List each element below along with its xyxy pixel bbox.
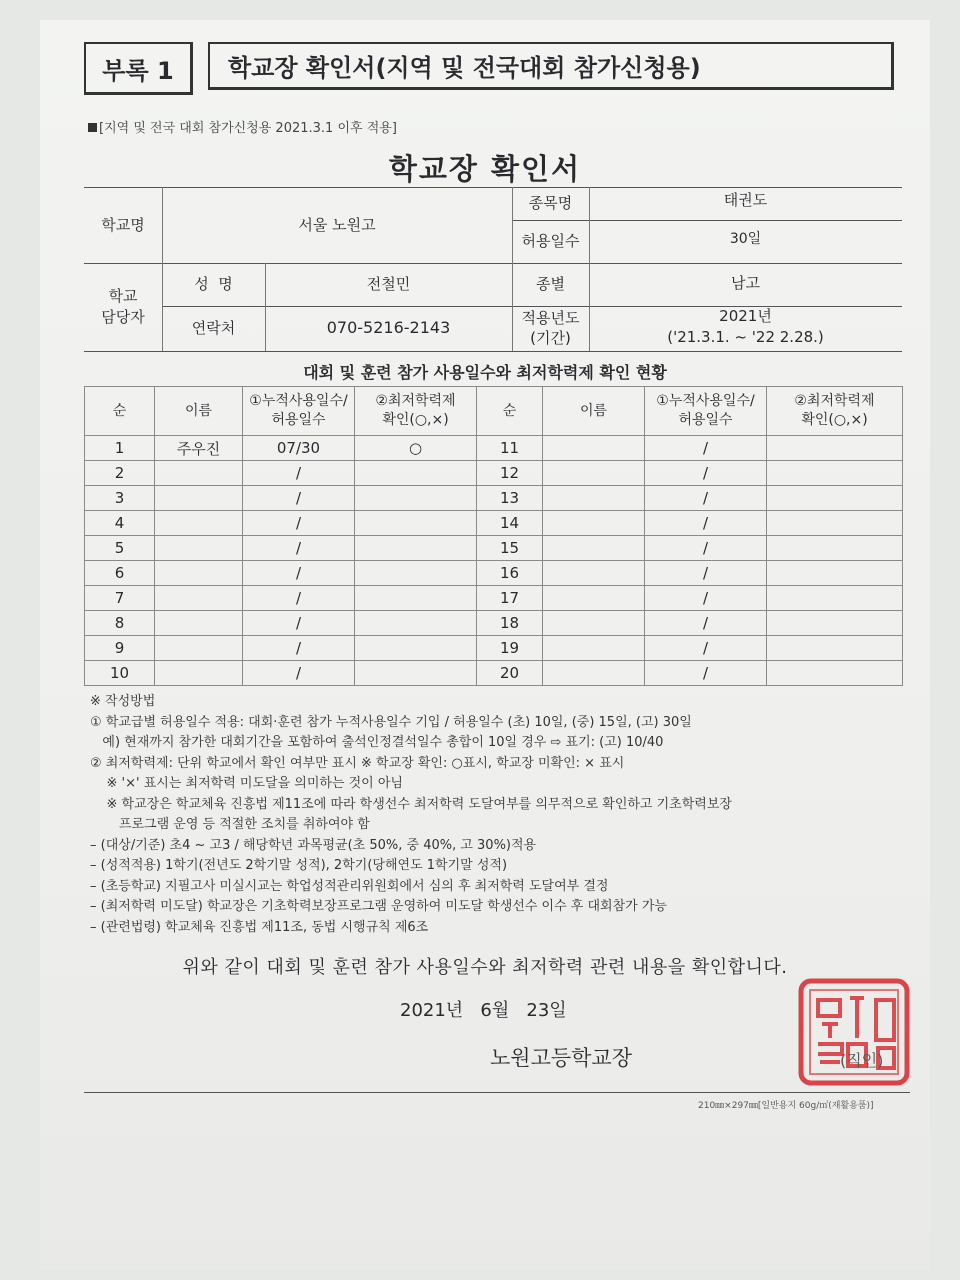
writing-notes	[90, 692, 920, 938]
table-cell	[767, 461, 903, 486]
table-cell	[543, 611, 645, 636]
table-cell: /	[645, 586, 767, 611]
table-cell	[543, 536, 645, 561]
table-cell: /	[243, 661, 355, 686]
table-cell: /	[243, 486, 355, 511]
table-cell	[767, 661, 903, 686]
table-body	[85, 436, 903, 686]
sport-value: 태권도	[723, 191, 768, 209]
table-cell: 11	[477, 436, 543, 461]
table-row	[85, 511, 903, 536]
table-cell	[155, 611, 243, 636]
table-cell: 10	[85, 661, 155, 686]
table-row	[85, 461, 903, 486]
table-cell	[155, 536, 243, 561]
sport-label: 종목명	[528, 194, 573, 212]
table-header: 이름	[543, 387, 645, 436]
table-row	[85, 436, 903, 461]
table-cell	[543, 636, 645, 661]
note-line: 프로그램 운영 등 적절한 조치를 취하여야 함	[90, 817, 370, 832]
table-cell	[155, 511, 243, 536]
table-cell: /	[645, 611, 767, 636]
note-line: 예) 현재까지 참가한 대회기간을 포함하여 출석인정결석일수 총합이 10일 경우 ⇨ 표기: (고) 10/40	[90, 735, 664, 750]
table-cell	[767, 511, 903, 536]
table-cell: /	[645, 511, 767, 536]
table-cell: 5	[85, 536, 155, 561]
table-cell: 20	[477, 661, 543, 686]
note-line: ① 학교급별 허용일수 적용: 대회·훈련 참가 누적사용일수 기입 / 허용일수 (초) 10일, (중) 15일, (고) 30일	[90, 714, 692, 730]
table-cell: /	[645, 561, 767, 586]
table-cell	[543, 436, 645, 461]
table-cell	[355, 461, 477, 486]
table-cell: 07/30	[243, 436, 355, 461]
table-cell	[155, 636, 243, 661]
document-page	[40, 20, 930, 1270]
table-cell: /	[243, 586, 355, 611]
table-cell: 8	[85, 611, 155, 636]
table-cell: 1	[85, 436, 155, 461]
table-cell	[355, 486, 477, 511]
table-cell	[767, 536, 903, 561]
table-cell: 12	[477, 461, 543, 486]
table-cell: /	[243, 561, 355, 586]
table-header: 순	[85, 387, 155, 436]
notice-text: [지역 및 전국 대회 참가신청용 2021.3.1 이후 적용]	[99, 121, 397, 136]
table-header: 순	[477, 387, 543, 436]
table-cell	[543, 486, 645, 511]
table-cell	[767, 586, 903, 611]
table-cell: ○	[355, 436, 477, 461]
table-cell: 19	[477, 636, 543, 661]
table-header-row	[85, 387, 903, 436]
paper-size-footer: 210㎜×297㎜[일반용지 60g/㎡(재활용품)]	[698, 1101, 874, 1111]
table-cell: 17	[477, 586, 543, 611]
signing-date: 2021년 6월 23일	[400, 1000, 567, 1021]
table-cell	[155, 561, 243, 586]
table-cell: 15	[477, 536, 543, 561]
table-cell	[355, 611, 477, 636]
table-row	[85, 636, 903, 661]
header-title: 학교장 확인서(지역 및 전국대회 참가신청용)	[208, 42, 894, 90]
category-label: 종별	[536, 275, 565, 293]
note-line: – (초등학교) 지필고사 미실시교는 학업성적관리위원회에서 심의 후 최저학력 도달여부 결정	[90, 878, 609, 894]
table-cell	[543, 661, 645, 686]
note-line: – (대상/기준) 초4 ~ 고3 / 해당학년 과목평균(초 50%, 중 40%, 고 30%)적용	[90, 837, 537, 853]
table-cell: 13	[477, 486, 543, 511]
table-row	[85, 586, 903, 611]
year-value: 2021년	[719, 306, 772, 325]
table-row	[85, 661, 903, 686]
table-cell	[355, 536, 477, 561]
allowed-days-label: 허용일수	[521, 232, 580, 250]
note-line: ※ 작성방법	[90, 694, 156, 709]
table-header: ①누적사용일수/ 허용일수	[645, 387, 767, 436]
period-value: ('21.3.1. ~ '22 2.28.)	[667, 327, 824, 346]
name-value: 전철민	[366, 275, 411, 293]
table-row	[85, 536, 903, 561]
confirmation-statement: 위와 같이 대회 및 훈련 참가 사용일수와 최저학력 관련 내용을 확인합니다.	[182, 957, 788, 978]
contact-label: 연락처	[191, 319, 236, 337]
category-value: 남고	[731, 273, 760, 292]
table-cell	[355, 636, 477, 661]
table-cell: /	[243, 461, 355, 486]
section-title: 대회 및 훈련 참가 사용일수와 최저학력제 확인 현황	[303, 363, 667, 382]
table-cell	[767, 436, 903, 461]
note-line: – (성적적용) 1학기(전년도 2학기말 성적), 2학기(당해연도 1학기말 성적)	[90, 858, 508, 873]
table-cell: 6	[85, 561, 155, 586]
signer-name: 노원고등학교장	[490, 1046, 633, 1070]
table-cell: /	[645, 636, 767, 661]
note-line: ※ 학교장은 학교체육 진흥법 제11조에 따라 학생선수 최저학력 도달여부를 의무적으로 확인하고 기초학력보장	[90, 796, 732, 812]
table-cell: /	[645, 536, 767, 561]
table-cell: /	[243, 636, 355, 661]
name-label: 성 명	[194, 275, 233, 293]
table-cell	[767, 611, 903, 636]
seal-mark-label: (직인)	[840, 1051, 884, 1070]
notice-line	[88, 117, 397, 136]
table-cell	[767, 636, 903, 661]
table-cell: /	[645, 661, 767, 686]
table-cell: 3	[85, 486, 155, 511]
document-title: 학교장 확인서	[388, 152, 582, 186]
table-row	[85, 611, 903, 636]
table-header: ①누적사용일수/ 허용일수	[243, 387, 355, 436]
manager-label: 학교 담당자	[101, 287, 145, 326]
table-cell	[155, 661, 243, 686]
table-header: ②최저학력제 확인(○,×)	[355, 387, 477, 436]
table-cell: 14	[477, 511, 543, 536]
table-cell	[767, 561, 903, 586]
table-cell	[543, 561, 645, 586]
table-cell	[155, 461, 243, 486]
table-cell	[355, 661, 477, 686]
table-row	[85, 486, 903, 511]
contact-value: 070-5216-2143	[326, 318, 451, 338]
table-cell	[155, 586, 243, 611]
table-cell: /	[243, 536, 355, 561]
school-label: 학교명	[101, 215, 145, 234]
table-header: 이름	[155, 387, 243, 436]
table-cell	[355, 511, 477, 536]
school-value: 서울 노원고	[298, 215, 376, 234]
allowed-days-value: 30일	[729, 231, 762, 248]
table-cell	[543, 586, 645, 611]
table-cell: 2	[85, 461, 155, 486]
table-cell: 9	[85, 636, 155, 661]
table-cell: /	[243, 511, 355, 536]
table-cell: 주우진	[155, 436, 243, 461]
table-cell: /	[645, 486, 767, 511]
table-cell	[155, 486, 243, 511]
table-cell: 4	[85, 511, 155, 536]
year-label: 적용년도 (기간)	[521, 309, 580, 347]
table-cell	[767, 486, 903, 511]
table-cell: /	[645, 461, 767, 486]
table-cell	[355, 586, 477, 611]
table-cell	[543, 511, 645, 536]
table-cell: /	[243, 611, 355, 636]
table-cell	[543, 461, 645, 486]
note-line: – (최저학력 미도달) 학교장은 기초학력보장프로그램 운영하여 미도달 학생선수 이수 후 대회참가 가능	[90, 899, 667, 914]
square-bullet-icon	[88, 123, 97, 132]
table-cell	[355, 561, 477, 586]
table-cell: 7	[85, 586, 155, 611]
table-row	[85, 561, 903, 586]
table-cell: /	[645, 436, 767, 461]
table-cell: 18	[477, 611, 543, 636]
note-line: – (관련법령) 학교체육 진흥법 제11조, 동법 시행규칙 제6조	[90, 919, 429, 935]
note-line: ※ '×' 표시는 최저학력 미도달을 의미하는 것이 아님	[90, 776, 403, 791]
participation-table	[84, 386, 903, 686]
table-header: ②최저학력제 확인(○,×)	[767, 387, 903, 436]
appendix-label: 부록 1	[84, 42, 193, 95]
table-cell: 16	[477, 561, 543, 586]
note-line: ② 최저학력제: 단위 학교에서 확인 여부만 표시 ※ 학교장 확인: ○표시, 학교장 미확인: × 표시	[90, 755, 625, 771]
